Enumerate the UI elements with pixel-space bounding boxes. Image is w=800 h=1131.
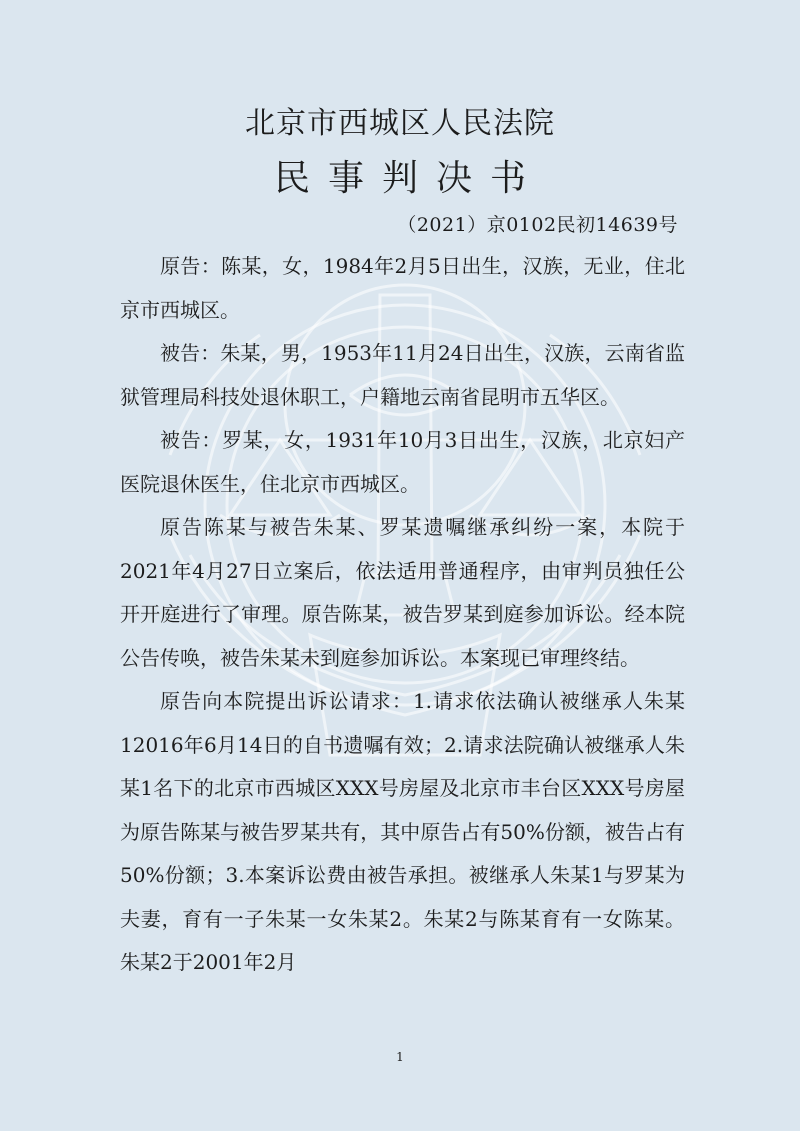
plaintiff-paragraph: 原告：陈某，女，1984年2月5日出生，汉族，无业，住北京市西城区。 — [120, 254, 685, 322]
page-number: 1 — [396, 1050, 404, 1064]
document-body — [120, 245, 685, 985]
title-char: 判 — [381, 158, 418, 199]
case-number: （2021）京0102民初14639号 — [397, 214, 678, 236]
title-char: 事 — [327, 158, 364, 199]
case-summary-paragraph: 原告陈某与被告朱某、罗某遗嘱继承纠纷一案，本院于2021年4月27日立案后，依法适用普通程序，由审判员独任公开开庭进行了审理。原告陈某，被告罗某到庭参加诉讼。经本院公告传唤，被告朱某未到庭参加诉讼。本案现已审理终结。 — [120, 515, 685, 670]
defendant-1-paragraph: 被告：朱某，男，1953年11月24日出生，汉族，云南省监狱管理局科技处退休职工，户籍地云南省昆明市五华区。 — [120, 341, 685, 409]
defendant-2-paragraph: 被告：罗某，女，1931年10月3日出生，汉族，北京妇产医院退休医生，住北京市西城区。 — [120, 428, 685, 496]
document-title — [0, 150, 800, 201]
title-char: 书 — [490, 158, 527, 199]
claims-paragraph: 原告向本院提出诉讼请求：1.请求依法确认被继承人朱某12016年6月14日的自书遗嘱有效；2.请求法院确认被继承人朱某1名下的北京市西城区XXX号房屋及北京市丰台区XXX号房屋为原告陈某与被告罗某共有，其中原告占有50%份额，被告占有50%份额；3.本案诉讼费由被告承担。被继承人朱某1与罗某为夫妻，育有一子朱某一女朱某2。朱某2与陈某育有一女陈某。朱某2于2001年2月 — [120, 689, 685, 974]
title-char: 民 — [273, 158, 310, 199]
title-char: 决 — [436, 158, 473, 199]
court-name: 北京市西城区人民法院 — [245, 106, 555, 141]
